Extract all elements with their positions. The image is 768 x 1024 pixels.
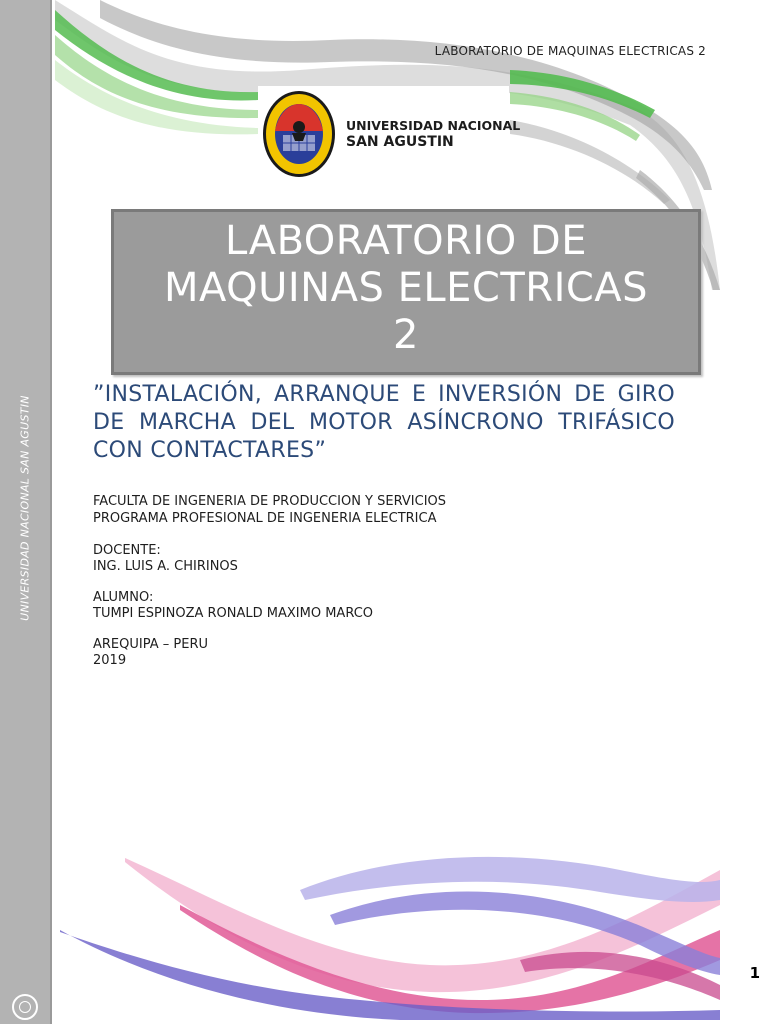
title-line2: MAQUINAS ELECTRICAS [163, 265, 649, 311]
place-city: AREQUIPA – PERU [93, 637, 208, 652]
student-label: ALUMNO: [93, 590, 154, 605]
faculty-line2: PROGRAMA PROFESIONAL DE INGENERIA ELECTRICA [93, 511, 437, 526]
university-logo [258, 86, 521, 180]
university-seal-icon [261, 89, 337, 179]
running-header: LABORATORIO DE MAQUINAS ELECTRICAS 2 [434, 44, 706, 58]
student-name: TUMPI ESPINOZA RONALD MAXIMO MARCO [93, 606, 374, 621]
bottom-wave-ribbons [60, 857, 720, 1020]
sidebar-vertical-text: UNIVERSIDAD NACIONAL SAN AGUSTIN [18, 395, 32, 621]
title-line1: LABORATORIO DE [225, 218, 587, 264]
page-number: 1 [749, 964, 760, 982]
place-year: 2019 [93, 653, 127, 668]
document-subtitle: ”INSTALACIÓN, ARRANQUE E INVERSIÓN DE GIRO DE MARCHA DEL MOTOR ASÍNCRONO TRIFÁSICO CON CONTACTARES” [93, 382, 675, 463]
faculty-line1: FACULTA DE INGENERIA DE PRODUCCION Y SERVICIOS [93, 494, 447, 509]
logo-text-line2: SAN AGUSTIN [346, 134, 454, 150]
logo-text-line1: UNIVERSIDAD NACIONAL [346, 118, 521, 133]
title-line3: 2 [393, 312, 419, 358]
teacher-name: ING. LUIS A. CHIRINOS [93, 559, 238, 574]
title-box [111, 209, 701, 375]
teacher-label: DOCENTE: [93, 543, 161, 558]
